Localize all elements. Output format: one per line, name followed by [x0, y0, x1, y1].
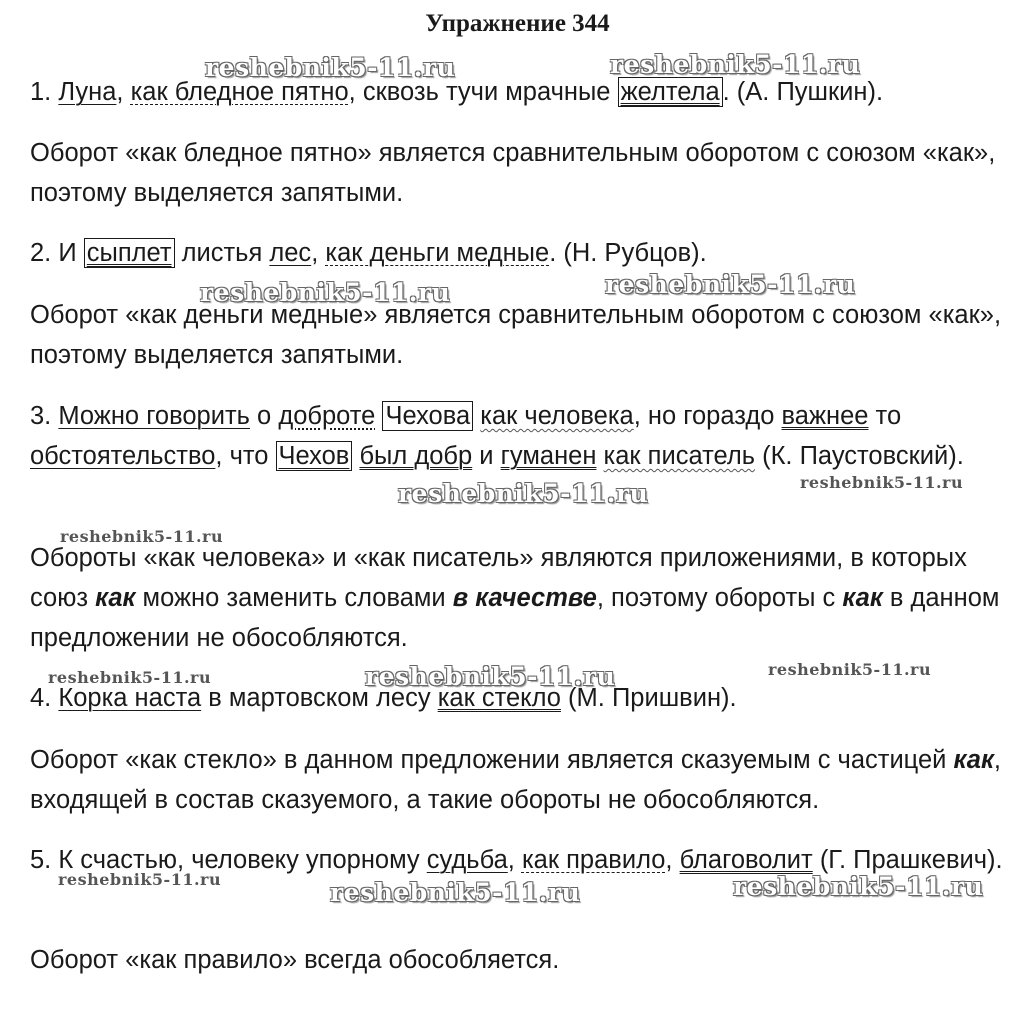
explanation-2: Оборот «как деньги медные» является сравнительным оборотом с союзом «как», поэтому выделяется запятыми.	[30, 301, 1002, 369]
watermark: reshebnik5-11.ru	[733, 872, 984, 901]
watermark: reshebnik5-11.ru	[60, 527, 224, 546]
watermark: reshebnik5-11.ru	[365, 662, 616, 691]
watermark: reshebnik5-11.ru	[200, 278, 451, 307]
watermark: reshebnik5-11.ru	[768, 660, 932, 679]
sentence-5: 5. К счастью, человеку упорному судьба, как правило, благоволит (Г. Прашкевич).	[30, 846, 1003, 874]
watermark: reshebnik5-11.ru	[800, 473, 964, 492]
page-title: Упражнение 344	[425, 10, 610, 37]
watermark: reshebnik5-11.ru	[330, 878, 581, 907]
watermark: reshebnik5-11.ru	[48, 668, 212, 687]
sentence-4: 4. Корка наста в мартовском лесу как стекло (М. Пришвин).	[30, 684, 737, 712]
explanation-5: Оборот «как правило» всегда обособляется.	[30, 946, 560, 974]
watermark: reshebnik5-11.ru	[205, 53, 456, 82]
watermark: reshebnik5-11.ru	[58, 870, 222, 889]
sentence-3: 3. Можно говорить о доброте Чехова как человека, но гораздо важнее то обстоятельство, что Чехов был добр и гуманен как писатель (К. Паустовский).	[30, 402, 964, 470]
explanation-3: Обороты «как человека» и «как писатель» являются приложениями, в которых союз как можно заменить словами в качестве, поэтому обороты с как в данном предложении не обособляются.	[30, 544, 1000, 652]
watermark: reshebnik5-11.ru	[398, 479, 649, 508]
watermark: reshebnik5-11.ru	[605, 270, 856, 299]
sentence-1: 1. Луна, как бледное пятно, сквозь тучи мрачные желтела . (А. Пушкин).	[30, 78, 884, 106]
watermark: reshebnik5-11.ru	[610, 50, 861, 79]
explanation-1: Оборот «как бледное пятно» является сравнительным оборотом с союзом «как», поэтому выделяется запятыми.	[30, 139, 996, 207]
sentence-2: 2. И сыплет листья лес, как деньги медные. (Н. Рубцов).	[30, 239, 707, 267]
explanation-4: Оборот «как стекло» в данном предложении является сказуемым с частицей как, входящей в состав сказуемого, а такие обороты не обособляются.	[30, 746, 1001, 814]
